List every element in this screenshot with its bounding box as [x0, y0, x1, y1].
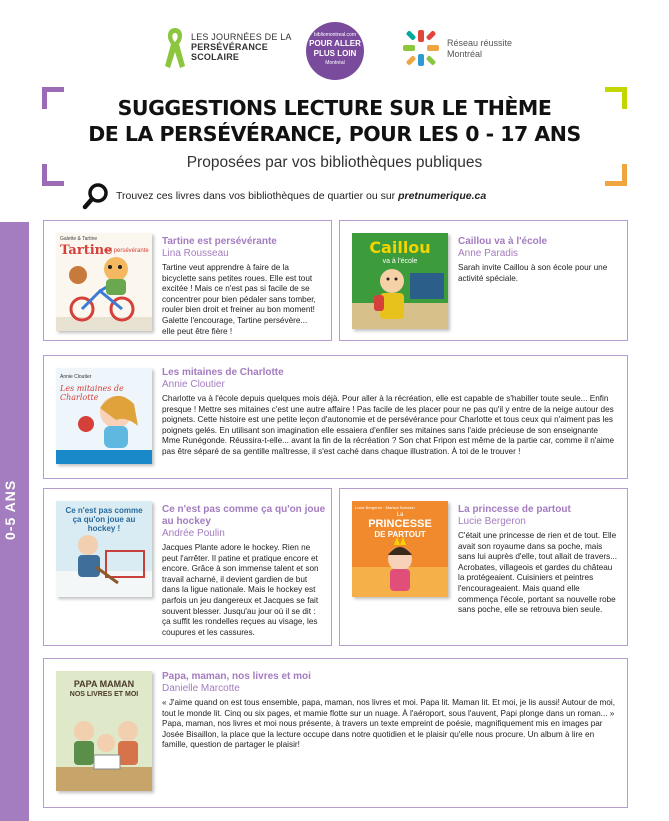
cover-papa-maman [56, 671, 152, 791]
pretnumerique-link[interactable]: pretnumerique.ca [398, 190, 487, 202]
book-card-princesse[interactable] [339, 488, 628, 646]
green-ribbon-icon [163, 26, 187, 70]
book-card-papa-maman[interactable] [43, 658, 628, 808]
book-author: Annie Cloutier [162, 379, 225, 390]
title-line-2: DE LA PERSÉVÉRANCE, POUR LES 0 - 17 ANS [88, 122, 581, 146]
book-author: Danielle Marcotte [162, 683, 240, 694]
book-author: Lina Rousseau [162, 248, 229, 259]
cover-caillou-subtitle: va à l'école [382, 258, 418, 265]
cover-tartine-series: Galette & Tartine [60, 236, 98, 242]
search-text [116, 190, 486, 202]
cover-hockey-title: Ce n'est pas comme ça qu'on joue au hockey ! [65, 506, 143, 533]
cover-tartine-subtitle: est persévérante [104, 248, 149, 254]
age-label: 0-5 ANS [2, 479, 18, 541]
book-title: Caillou va à l'école [458, 236, 548, 247]
book-author: Anne Paradis [458, 248, 519, 259]
book-title: La princesse de partout [458, 504, 571, 515]
partner-logos [0, 22, 669, 84]
cover-papa-maman-line2: NOS LIVRES ET MOI [69, 691, 139, 698]
cover-princesse-title1: La [396, 512, 404, 518]
cover-princesse-title3: DE PARTOUT [374, 530, 426, 539]
book-author: Lucie Bergeron [458, 516, 526, 527]
page-subtitle: Proposées par vos bibliothèques publiques [186, 154, 483, 171]
book-author: Andrée Poulin [162, 528, 225, 539]
search-text-main: Trouvez ces livres dans vos bibliothèques de quartier ou sur [116, 190, 399, 202]
book-description: « J'aime quand on est tous ensemble, papa, maman, nos livres et moi. Papa lit. Maman lit. Et moi, je lis aussi! Autour de moi, tout le monde lit. Cinq ou six pages, et mamie flotte sur un nuage. À l'aéroport, sous l'auvent, Papi plonge dans un roman... » Papa, maman, nos livres et moi nous présente, à travers un texte empreint de poésie, magnifiquement mis en images par Josée Bisaillon, la place que la lecture occupe dans notre quotidien et le plaisir qu'elle nous procure. Un album à lire en famille, question de partager le plaisir! [162, 698, 616, 750]
search-info [82, 182, 602, 208]
cover-charlotte-title: Les mitaines de Charlotte [60, 384, 124, 402]
cover-charlotte [56, 368, 152, 464]
logo3-line1: Réseau réussite [447, 38, 513, 48]
logo2-line1: POUR ALLER [309, 39, 361, 48]
book-description: Charlotte va à l'école depuis quelques mois déjà. Pour aller à la récréation, elle est capable de s'habiller toute seule... Enfin presque ! Mettre ses mitaines c'est une autre affaire ! Pas facile de les placer pour ne pas qu'il y entre de la neige autour des poignets. Cette histoire est une petite leçon d'autonomie et de persévérance pour Charlotte et tous ceux qui n'aiment pas les poignets gelés. En utilisant son imagination elle essaiera d'enfiler ses mitaines sans l'aide précieuse de son enseignante Mme Runégonde. Réussira-t-elle... avant la fin de la récréation ? Son chat Fripon est même de la partie car, comme il n'aime pas être séparé de sa gentille maîtresse, il s'est caché dans chaque illustration. À toi de le trouver ! [162, 394, 615, 456]
logo1-line1: LES JOURNÉES DE LA [191, 32, 292, 42]
biblio-montreal-logo [306, 22, 364, 80]
cover-tartine [56, 233, 152, 331]
reseau-reussite-logo [401, 28, 521, 72]
cover-papa-maman-line1: PAPA MAMAN [73, 679, 135, 689]
logo3-line2: Montréal [447, 49, 483, 59]
cover-princesse-authors: Lucie Bergeron · Marisol Sarrazin [355, 505, 415, 510]
book-description: Sarah invite Caillou à son école pour une activité spéciale. [458, 263, 608, 283]
book-description: C'était une princesse de rien et de tout. Elle avait son royaume dans sa poche, mais sans lui auprès d'elle, tout allait de travers... Acrobates, villageois et gardes du château la protégeaient. Cuisiniers et peintres l'encourageaient. Mais quand elle commença l'école, portant sa nouvelle robe sans poche, elle se retrouva bien seule. [458, 531, 618, 615]
book-title: Les mitaines de Charlotte [162, 367, 284, 378]
book-card-charlotte[interactable] [43, 355, 628, 479]
book-title: Tartine est persévérante [162, 236, 277, 247]
logo1-line2: PERSÉVÉRANCE [191, 42, 268, 52]
book-title: Ce n'est pas comme ça qu'on joue au hockey [162, 504, 326, 527]
book-card-hockey[interactable] [43, 488, 332, 646]
title-line-1: SUGGESTIONS LECTURE SUR LE THÈME [117, 96, 552, 120]
cover-papa-maman-illustration [56, 671, 152, 791]
page-title [60, 95, 609, 147]
logo2-city: Montréal [325, 60, 345, 66]
cover-princesse [352, 501, 448, 597]
logo2-url: bibliomontreal.com [314, 32, 356, 38]
cover-tartine-title: Tartine [60, 243, 113, 258]
logo1-line3: SCOLAIRE [191, 52, 240, 62]
journees-perseverance-logo [163, 26, 303, 70]
book-card-caillou[interactable] [339, 220, 628, 341]
magnifier-icon [82, 182, 110, 210]
cover-caillou [352, 233, 448, 329]
reseau-star-icon [401, 28, 441, 68]
cover-charlotte-illustration [56, 368, 152, 464]
cover-caillou-title: Caillou [369, 238, 431, 257]
book-title: Papa, maman, nos livres et moi [162, 671, 311, 682]
cover-princesse-title2: PRINCESSE [368, 518, 432, 530]
book-description: Tartine veut apprendre à faire de la bicyclette sans petites roues. Elle est tout excitée ! Mais ce n'est pas si facile de se concentrer pour bien pédaler sans tomber, rouler bien droit et freiner au bon moment! Galette l'encourage, Tartine persévère... elle peut être fière ! [162, 263, 316, 336]
book-card-tartine[interactable] [43, 220, 332, 341]
cover-charlotte-author: Annie Cloutier [60, 374, 92, 380]
logo2-line2: PLUS LOIN [313, 49, 357, 58]
cover-hockey [56, 501, 152, 597]
book-description: Jacques Plante adore le hockey. Rien ne peut l'arrêter. Il patine et pratique encore et encore. Grâce à son immense talent et son travail acharné, il devient gardien de but dans la ligue nationale. Mais le hockey est parfois un jeu dangereux et Jacques se fait souvent blesser. Jusqu'au jour où il se dit : ça suffit les rondelles reçues au visage, les coupures et les cassures. [162, 543, 319, 637]
